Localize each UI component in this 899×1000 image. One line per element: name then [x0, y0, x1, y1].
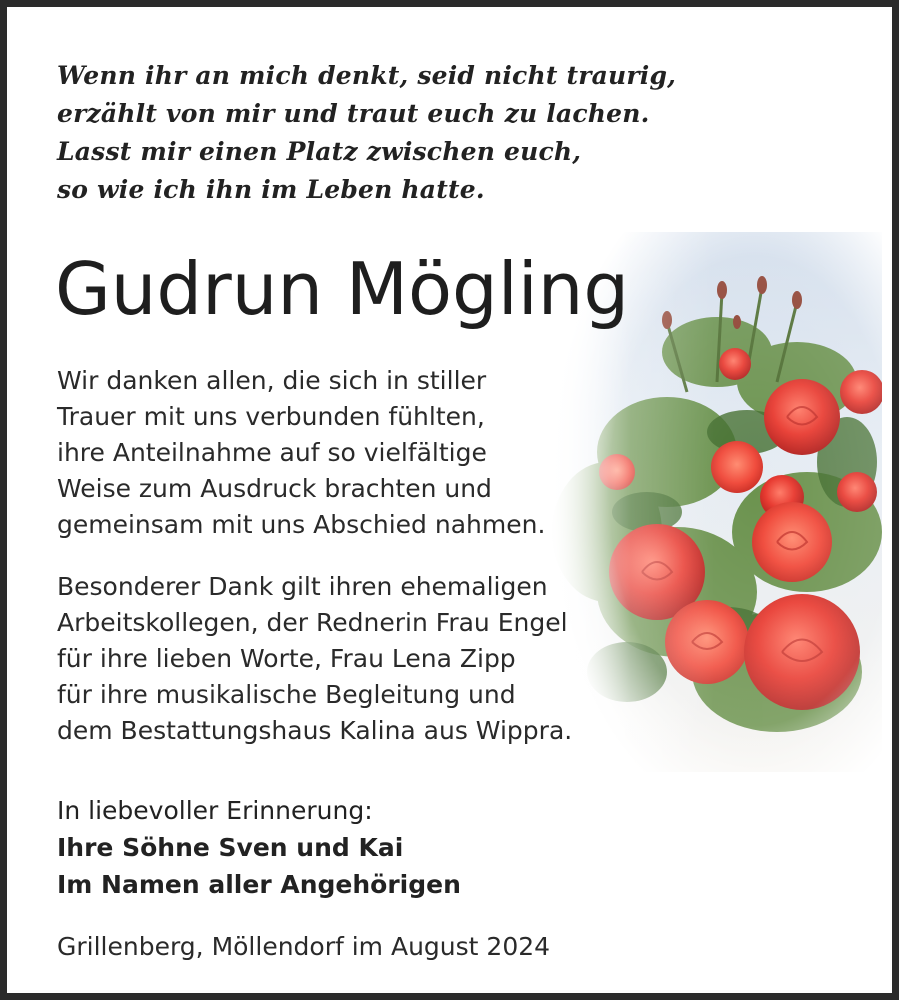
- poem-line: Wenn ihr an mich denkt, seid nicht traurig,: [57, 61, 677, 90]
- signature-sons: Ihre Söhne Sven und Kai: [57, 833, 404, 862]
- text-line: für ihre musikalische Begleitung und: [57, 680, 516, 709]
- text-line: dem Bestattungshaus Kalina aus Wippra.: [57, 716, 573, 745]
- thanks-paragraph-1: [57, 363, 545, 543]
- deceased-name: Gudrun Mögling: [55, 247, 630, 331]
- poem-line: so wie ich ihn im Leben hatte.: [57, 175, 485, 204]
- poem-line: erzählt von mir und traut euch zu lachen.: [57, 99, 650, 128]
- text-line: Wir danken allen, die sich in stiller: [57, 366, 487, 395]
- place-date: Grillenberg, Möllendorf im August 2024: [57, 932, 551, 961]
- text-line: für ihre lieben Worte, Frau Lena Zipp: [57, 644, 516, 673]
- text-line: Trauer mit uns verbunden fühlten,: [57, 402, 485, 431]
- text-line: gemeinsam mit uns Abschied nahmen.: [57, 510, 546, 539]
- text-line: Besonderer Dank gilt ihren ehemaligen: [57, 572, 548, 601]
- poem-line: Lasst mir einen Platz zwischen euch,: [57, 137, 582, 166]
- thanks-paragraph-2: [57, 569, 572, 749]
- signature-block: [57, 792, 461, 903]
- poem: [57, 57, 676, 209]
- signature-relatives: Im Namen aller Angehörigen: [57, 870, 461, 899]
- text-line: Weise zum Ausdruck brachten und: [57, 474, 492, 503]
- text-line: Arbeitskollegen, der Rednerin Frau Engel: [57, 608, 568, 637]
- signature-intro: In liebevoller Erinnerung:: [57, 796, 373, 825]
- text-line: ihre Anteilnahme auf so vielfältige: [57, 438, 487, 467]
